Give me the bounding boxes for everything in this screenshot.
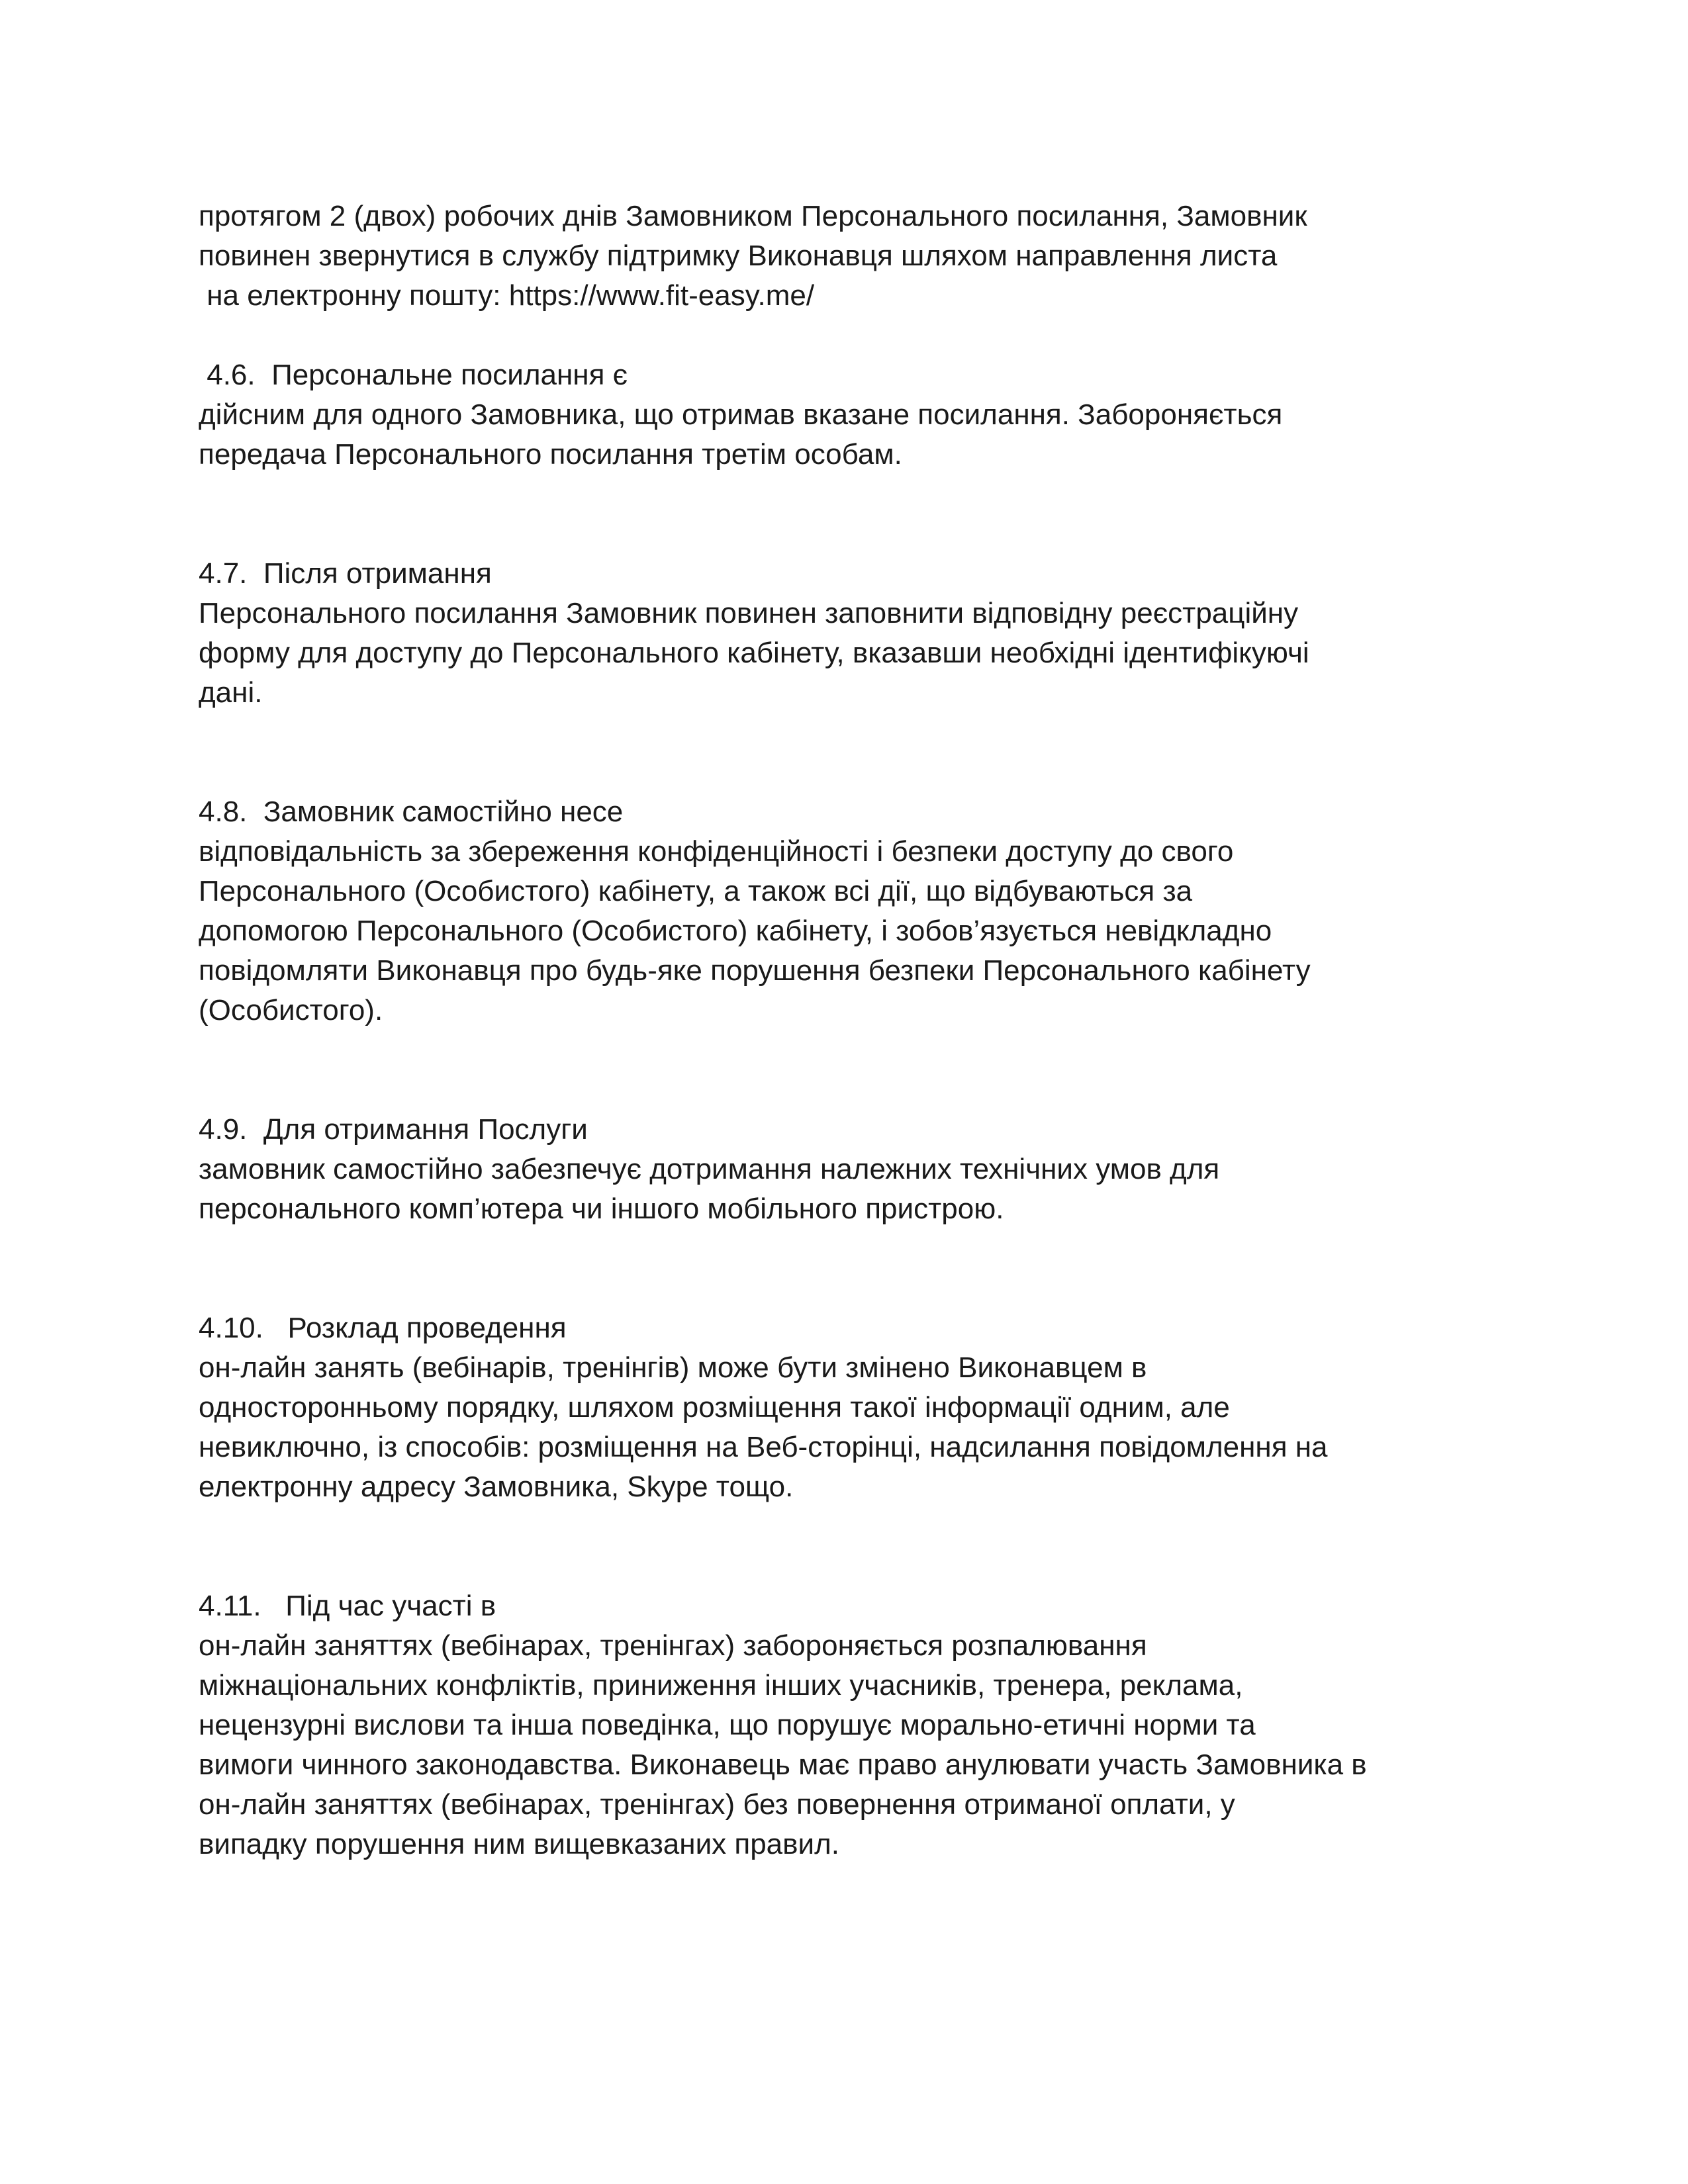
paragraph-line: вимоги чинного законодавства. Виконавець має право анулювати участь Замовника в <box>199 1749 1367 1781</box>
paragraph-line: на електронну пошту: https://www.fit-easy.me/ <box>199 279 815 312</box>
paragraph-line: міжнаціональних конфліктів, приниження інших учасників, тренера, реклама, <box>199 1669 1243 1702</box>
paragraph-line: Персонального (Особистого) кабінету, а також всі дії, що відбуваються за <box>199 875 1193 907</box>
paragraph-line: форму для доступу до Персонального кабінету, вказавши необхідні ідентифікуючі <box>199 637 1309 669</box>
paragraph-line: дані. <box>199 676 263 709</box>
section-heading: 4.11. Під час участі в <box>199 1590 496 1622</box>
paragraph-line: замовник самостійно забезпечує дотримання належних технічних умов для <box>199 1153 1220 1185</box>
paragraph-line: нецензурні вислови та інша поведінка, що порушує морально-етичні норми та <box>199 1709 1256 1741</box>
section-heading: 4.10. Розклад проведення <box>199 1312 567 1344</box>
section-heading: 4.9. Для отримання Послуги <box>199 1113 588 1146</box>
paragraph-line: дійсним для одного Замовника, що отримав вказане посилання. Забороняється <box>199 398 1283 431</box>
paragraph-line: (Особистого). <box>199 994 383 1026</box>
paragraph-line: повинен звернутися в службу підтримку Виконавця шляхом направлення листа <box>199 240 1278 272</box>
paragraph-line: допомогою Персонального (Особистого) кабінету, і зобов’язується невідкладно <box>199 915 1272 947</box>
paragraph-line: відповідальність за збереження конфіденційності і безпеки доступу до свого <box>199 835 1234 868</box>
paragraph-line: он-лайн занять (вебінарів, тренінгів) може бути змінено Виконавцем в <box>199 1351 1147 1384</box>
paragraph-line: електронну адресу Замовника, Skype тощо. <box>199 1471 794 1503</box>
section-heading: 4.8. Замовник самостійно несе <box>199 796 624 828</box>
paragraph-line: протягом 2 (двох) робочих днів Замовником Персонального посилання, Замовник <box>199 200 1307 232</box>
paragraph-line: передача Персонального посилання третім особам. <box>199 438 902 471</box>
paragraph-line: невиключно, із способів: розміщення на Веб-сторінці, надсилання повідомлення на <box>199 1431 1328 1463</box>
paragraph-line: повідомляти Виконавця про будь-яке порушення безпеки Персонального кабінету <box>199 954 1311 987</box>
paragraph-line: персонального комп’ютера чи іншого мобільного пристрою. <box>199 1193 1004 1225</box>
paragraph-line: односторонньому порядку, шляхом розміщення такої інформації одним, але <box>199 1391 1230 1424</box>
section-heading: 4.7. Після отримання <box>199 557 492 590</box>
paragraph-line: он-лайн заняттях (вебінарах, тренінгах) без повернення отриманої оплати, у <box>199 1788 1235 1821</box>
paragraph-line: он-лайн заняттях (вебінарах, тренінгах) забороняється розпалювання <box>199 1629 1147 1662</box>
section-heading: 4.6. Персональне посилання є <box>199 359 628 391</box>
paragraph-line: Персонального посилання Замовник повинен заповнити відповідну реєстраційну <box>199 597 1299 629</box>
paragraph-line: випадку порушення ним вищевказаних правил. <box>199 1828 839 1860</box>
